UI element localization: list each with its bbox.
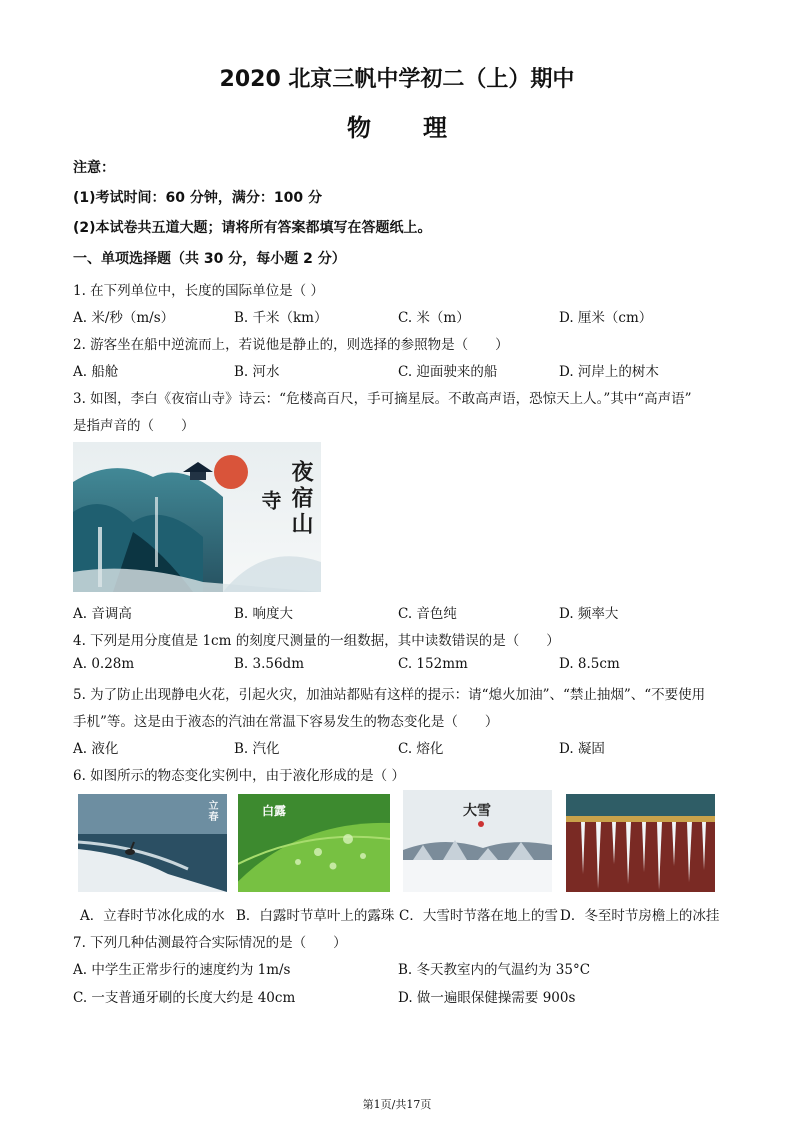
option: B. 汽化 [234,741,280,757]
question-stem: 4. 下列是用分度值是 1cm 的刻度尺测量的一组数据，其中读数错误的是（ ） [73,633,560,649]
option: B. 河水 [234,364,280,380]
option: A. 0.28m [73,656,135,672]
section-heading: 一、单项选择题（共 30 分，每小题 2 分） [73,251,346,267]
question-stem-cont: 手机”等。这是由于液态的汽油在常温下容易发生的物态变化是（ ） [73,714,499,730]
option: C. 152mm [398,656,468,672]
option: D. 河岸上的树木 [559,364,659,380]
option: D. 厘米（cm） [559,310,653,326]
question-stem-cont: 是指声音的（ ） [73,418,195,434]
option: D. 做一遍眼保健操需要 900s [398,990,576,1006]
page-number: 第1页/共17页 [362,1098,432,1111]
solar-term-label: 立春 [206,800,217,822]
option: B．白露时节草叶上的露珠 [236,908,395,924]
poem-title: 夜宿山 [288,460,314,538]
spring-ice-image [78,794,227,892]
option: A. 音调高 [73,606,132,622]
option: C. 音色纯 [398,606,457,622]
notice-label: 注意： [73,160,115,176]
icicle-eaves-image [566,794,715,892]
notice-item: (1)考试时间：60 分钟，满分：100 分 [73,190,322,206]
mountain-landscape-image [73,442,321,592]
heavy-snow-image [403,790,552,892]
option: C. 熔化 [398,741,444,757]
poem-illustration [73,442,321,592]
option: A. 米/秒（m/s） [73,310,175,326]
question-stem: 7. 下列几种估测最符合实际情况的是（ ） [73,935,347,951]
option: D. 频率大 [559,606,619,622]
subject-title: 物理 [347,114,499,142]
option: A．立春时节冰化成的水 [80,908,225,924]
option: B. 千米（km） [234,310,328,326]
solar-term-label: 白露 [262,804,287,818]
option: D．冬至时节房檐上的冰挂 [560,908,720,924]
option: B. 冬天教室内的气温约为 35°C [398,962,591,978]
white-dew-image [238,794,390,892]
option: B. 响度大 [234,606,294,622]
option: A. 船舱 [73,364,119,380]
option: A. 中学生正常步行的速度约为 1m/s [73,962,291,978]
question-stem: 5. 为了防止出现静电火花，引起火灾，加油站都贴有这样的提示：请“熄火加油”、“禁止抽烟”、“不要使用 [73,687,706,703]
poem-title-last-char: 寺 [258,490,282,514]
option: C. 一支普通牙刷的长度大约是 40cm [73,990,296,1006]
solar-term-label: 大雪 [463,803,491,819]
notice-item: (2)本试卷共五道大题；请将所有答案都填写在答题纸上。 [73,220,432,236]
option: C. 米（m） [398,310,470,326]
option: A. 液化 [73,741,119,757]
option: B. 3.56dm [234,656,305,672]
exam-title: 2020 北京三帆中学初二（上）期中 [219,67,575,92]
question-stem: 1. 在下列单位中，长度的国际单位是（ ） [73,283,324,299]
question-stem: 3. 如图，李白《夜宿山寺》诗云：“危楼高百尺，手可摘星辰。不敢高声语，恐惊天上人。”其中“高声语” [73,391,692,407]
question-stem: 2. 游客坐在船中逆流而上，若说他是静止的，则选择的参照物是（ ） [73,337,509,353]
question-stem: 6. 如图所示的物态变化实例中，由于液化形成的是（ ） [73,768,405,784]
option: C．大雪时节落在地上的雪 [399,908,558,924]
option: D. 8.5cm [559,656,620,672]
option: C. 迎面驶来的船 [398,364,498,380]
option: D. 凝固 [559,741,605,757]
